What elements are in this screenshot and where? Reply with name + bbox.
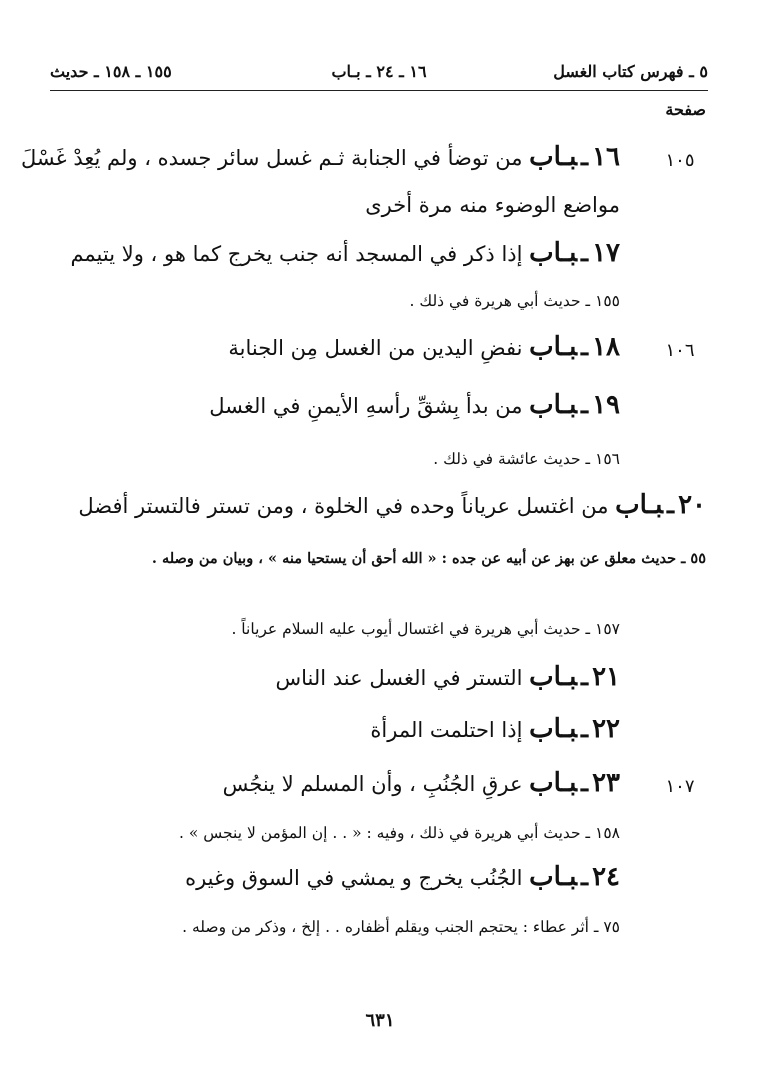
hadith-entry: ١٥٧ ـ حديث أبي هريرة في اغتسال أيوب عليه السلام عرياناً . <box>231 620 620 638</box>
bab-title: إذا ذكر في المسجد أنه جنب يخرج كما هو ، ولا يتيمم <box>70 242 523 266</box>
bab-title: الجُنُب يخرج و يمشي في السوق وغيره <box>185 866 523 890</box>
entry-page-number: ١٠٦ <box>665 340 695 361</box>
bab-heading <box>78 490 706 521</box>
athar-entry: ٧٥ ـ أثر عطاء : يحتجم الجنب ويقلم أظفاره . . إلخ ، وذكر من وصله . <box>182 918 620 936</box>
header-bab-range: ١٦ ـ ٢٤ ـ بـاب <box>331 62 427 81</box>
bab-number: ١٩ <box>592 390 620 420</box>
entry-page-number: ١٠٧ <box>665 776 695 797</box>
bab-number: ٢٠ <box>678 490 706 520</box>
bab-heading <box>370 714 620 745</box>
bab-word: بـاب <box>529 332 578 362</box>
page-column-label: صفحة <box>665 100 706 119</box>
hadith-entry: ٥٥ ـ حديث معلق عن بهز عن أبيه عن جده : « الله أحق أن يستحيا منه » ، وبيان من وصله . <box>151 550 706 567</box>
bab-word: بـاب <box>529 768 578 798</box>
bab-dash: ـ <box>581 714 589 743</box>
header-hadith-range: ١٥٥ ـ ١٥٨ ـ حديث <box>50 62 172 81</box>
bab-dash: ـ <box>581 768 589 797</box>
bab-number: ١٦ <box>592 142 620 172</box>
bab-dash: ـ <box>581 142 589 171</box>
bab-heading <box>209 390 620 421</box>
bab-word: بـاب <box>529 238 578 268</box>
bab-number: ٢٤ <box>592 862 620 892</box>
hadith-entry: ١٥٥ ـ حديث أبي هريرة في ذلك . <box>409 292 620 310</box>
page-folio-number: ٦٣١ <box>365 1010 395 1031</box>
bab-heading <box>70 238 620 269</box>
running-header <box>50 52 708 91</box>
bab-title: من اغتسل عرياناً وحده في الخلوة ، ومن تستر فالتستر أفضل <box>78 494 609 518</box>
bab-word: بـاب <box>529 862 578 892</box>
header-chapter-title: ٥ ـ فهرس كتاب الغسل <box>553 62 708 81</box>
hadith-entry: ١٥٦ ـ حديث عائشة في ذلك . <box>433 450 620 468</box>
bab-dash: ـ <box>581 662 589 691</box>
bab-title: عرقِ الجُنُبِ ، وأن المسلم لا ينجُس <box>222 772 523 796</box>
bab-dash: ـ <box>581 238 589 267</box>
bab-number: ٢٢ <box>592 714 620 744</box>
bab-dash: ـ <box>581 862 589 891</box>
bab-number: ١٧ <box>592 238 620 268</box>
bab-title: التستر في الغسل عند الناس <box>275 666 523 690</box>
bab-dash: ـ <box>667 490 675 519</box>
bab-title: من توضأ في الجنابة ثـم غسل سائر جسده ، ولم يُعِدْ غَسْلَ <box>21 146 523 170</box>
bab-dash: ـ <box>581 332 589 361</box>
bab-number: ٢١ <box>592 662 620 692</box>
entry-page-number: ١٠٥ <box>665 150 695 171</box>
bab-word: بـاب <box>529 714 578 744</box>
bab-title: من بدأ بِشقِّ رأسهِ الأيمنِ في الغسل <box>209 394 523 418</box>
bab-word: بـاب <box>529 390 578 420</box>
bab-word: بـاب <box>529 662 578 692</box>
bab-title: نفضِ اليدين من الغسل مِن الجنابة <box>228 336 523 360</box>
bab-word: بـاب <box>615 490 664 520</box>
bab-heading <box>276 662 621 693</box>
bab-heading <box>223 768 620 799</box>
bab-number: ١٨ <box>592 332 620 362</box>
bab-heading <box>21 142 620 173</box>
bab-heading <box>185 862 620 893</box>
hadith-entry: ١٥٨ ـ حديث أبي هريرة في ذلك ، وفيه : « . . إن المؤمن لا ينجس » . <box>179 824 620 842</box>
bab-number: ٢٣ <box>592 768 620 798</box>
bab-dash: ـ <box>581 390 589 419</box>
bab-title-continuation: مواضع الوضوء منه مرة أخرى <box>365 193 620 217</box>
bab-heading <box>228 332 620 363</box>
bab-word: بـاب <box>529 142 578 172</box>
bab-title: إذا احتلمت المرأة <box>370 718 523 742</box>
